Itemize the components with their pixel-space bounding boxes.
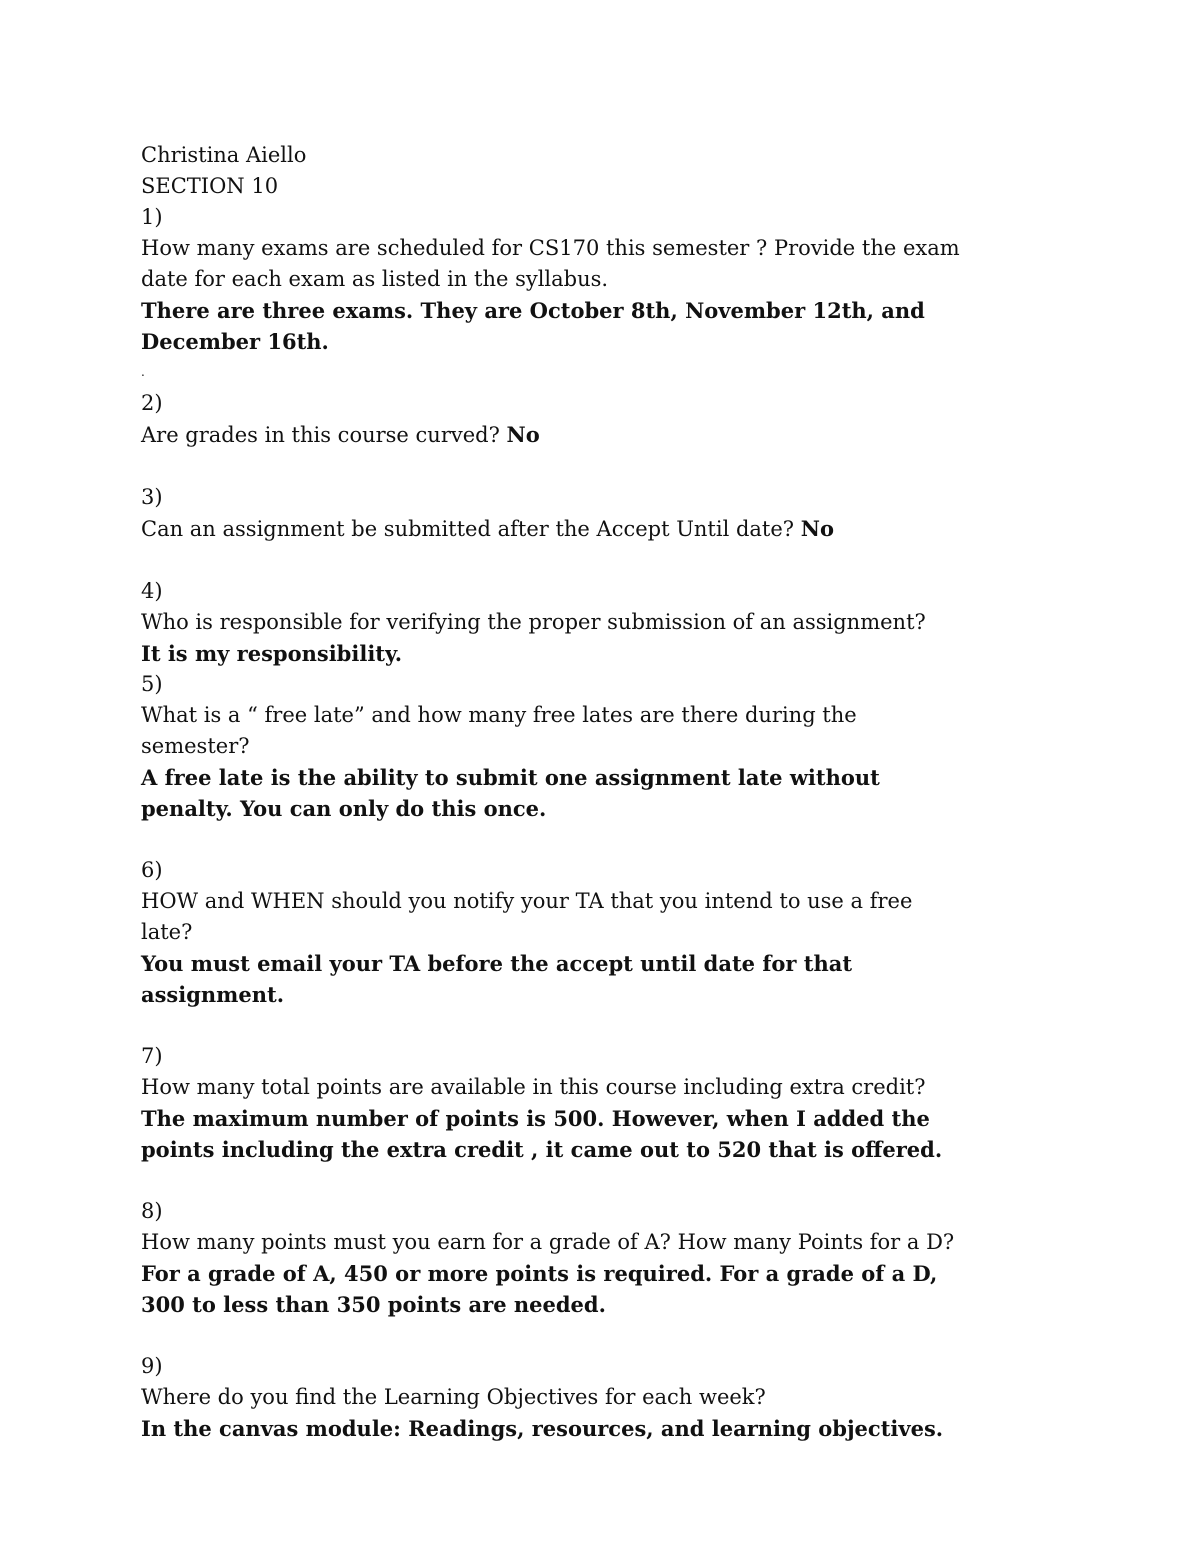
question-text: Can an assignment be submitted after the Accept Until date? <box>141 517 795 541</box>
answer-text: There are three exams. They are October 8th, November 12th, and December 16th. <box>141 298 933 354</box>
question-number: 4) <box>141 579 163 603</box>
question-text: What is a “ free late” and how many free lates are there during the semester? <box>141 703 864 758</box>
question-number: 1) <box>141 205 163 229</box>
answer-text: For a grade of A, 450 or more points is required. For a grade of a D, 300 to less than 350 points are needed. <box>141 1261 945 1317</box>
question-text: Are grades in this course curved? <box>141 423 500 447</box>
question-text: Where do you find the Learning Objectives for each week? <box>141 1385 766 1409</box>
question-number: 8) <box>141 1199 163 1223</box>
answer-text: In the canvas module: Readings, resources, and learning objectives. <box>141 1416 944 1441</box>
question-line <box>141 513 961 545</box>
section-label: SECTION 10 <box>141 174 279 198</box>
question-text: How many total points are available in this course including extra credit? <box>141 1075 926 1099</box>
question-text: How many exams are scheduled for CS170 this semester ? Provide the exam date for each exam as listed in the syllabus. <box>141 236 967 291</box>
document-page <box>141 140 967 1444</box>
question-text: Who is responsible for verifying the proper submission of an assignment? <box>141 610 926 634</box>
blank-line <box>141 545 961 576</box>
question-number: 7) <box>141 1044 163 1068</box>
question-text: How many points must you earn for a grade of A? How many Points for a D? <box>141 1230 955 1254</box>
answer-text: You must email your TA before the accept until date for that assignment. <box>141 951 860 1007</box>
answer-text: No <box>506 422 540 447</box>
answer-text: No <box>800 516 834 541</box>
answer-text: A free late is the ability to submit one assignment late without penalty. You can only do this once. <box>141 765 888 821</box>
question-line <box>141 419 961 451</box>
blank-line <box>141 824 961 855</box>
blank-line <box>141 1320 961 1351</box>
blank-line <box>141 1010 961 1041</box>
question-number: 5) <box>141 672 163 696</box>
question-number: 3) <box>141 485 163 509</box>
question-number: 6) <box>141 858 163 882</box>
question-text: HOW and WHEN should you notify your TA that you intend to use a free late? <box>141 889 920 944</box>
blank-line <box>141 451 961 482</box>
answer-text: It is my responsibility. <box>141 641 403 666</box>
blank-line <box>141 1165 961 1196</box>
student-name: Christina Aiello <box>141 143 307 167</box>
stray-mark: . <box>141 365 145 379</box>
answer-text: The maximum number of points is 500. However, when I added the points including the extra credit , it came out to 520 that is offered. <box>141 1106 943 1162</box>
question-number: 9) <box>141 1354 163 1378</box>
question-number: 2) <box>141 391 163 415</box>
